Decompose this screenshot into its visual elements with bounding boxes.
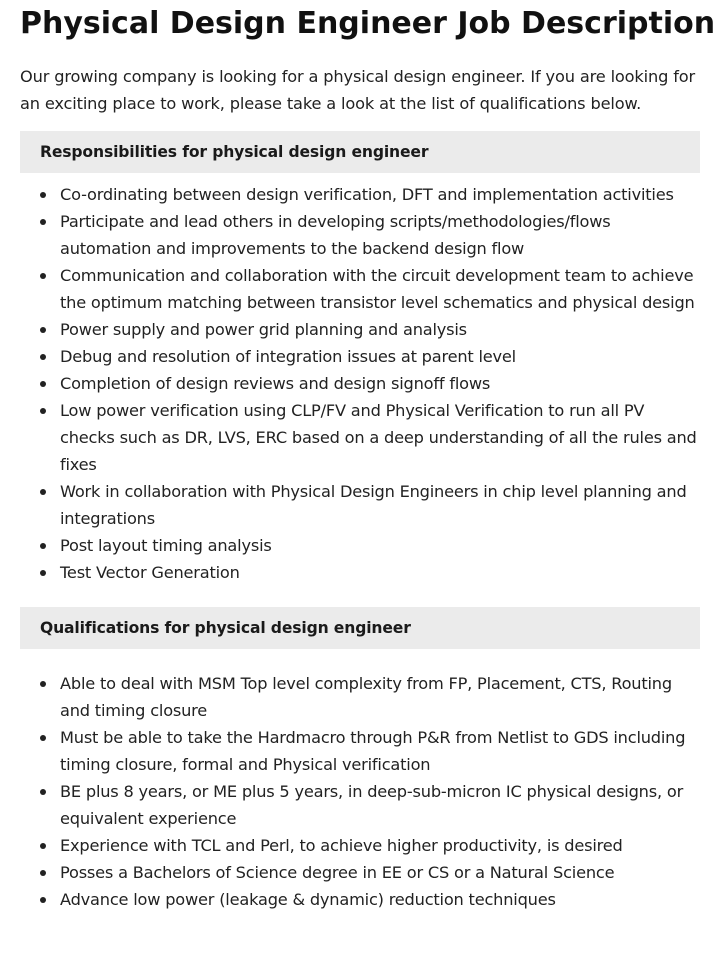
bullet-icon [40,789,46,795]
responsibility-text: Test Vector Generation [60,563,240,582]
qualification-item [20,670,700,724]
qualification-item [20,859,700,886]
qualification-item [20,886,700,913]
responsibility-item [20,370,700,397]
qualifications-list [20,670,700,913]
responsibility-item [20,559,700,586]
responsibility-text: Participate and lead others in developing scripts/methodologies/flows automation and improvements to the backend design flow [60,212,611,258]
responsibility-item [20,181,700,208]
qualification-text: Experience with TCL and Perl, to achieve higher productivity, is desired [60,836,623,855]
responsibility-item [20,478,700,532]
responsibilities-list [20,181,700,586]
intro-paragraph: Our growing company is looking for a physical design engineer. If you are looking for an exciting place to work, please take a look at the list of qualifications below. [20,67,696,113]
responsibility-item [20,532,700,559]
responsibility-text: Low power verification using CLP/FV and Physical Verification to run all PV checks such as DR, LVS, ERC based on a deep understanding of all the rules and fixes [60,401,697,474]
bullet-icon [40,219,46,225]
responsibility-item [20,343,700,370]
bullet-icon [40,570,46,576]
qualification-item [20,832,700,859]
responsibility-text: Post layout timing analysis [60,536,272,555]
responsibility-item [20,316,700,343]
bullet-icon [40,897,46,903]
responsibility-text: Work in collaboration with Physical Design Engineers in chip level planning and integrations [60,482,687,528]
page-title: Physical Design Engineer Job Description [20,6,716,41]
qualification-text: BE plus 8 years, or ME plus 5 years, in deep-sub-micron IC physical designs, or equivalent experience [60,782,684,828]
responsibility-item [20,262,700,316]
qualification-text: Must be able to take the Hardmacro through P&R from Netlist to GDS including timing closure, formal and Physical verification [60,728,686,774]
qualification-text: Able to deal with MSM Top level complexity from FP, Placement, CTS, Routing and timing closure [60,674,672,720]
qualification-text: Advance low power (leakage & dynamic) reduction techniques [60,890,556,909]
responsibility-text: Co-ordinating between design verification, DFT and implementation activities [60,185,674,204]
bullet-icon [40,327,46,333]
bullet-icon [40,870,46,876]
bullet-icon [40,192,46,198]
bullet-icon [40,681,46,687]
qualification-item [20,724,700,778]
responsibility-text: Completion of design reviews and design signoff flows [60,374,491,393]
qualifications-heading: Qualifications for physical design engineer [20,607,700,649]
responsibility-item [20,208,700,262]
responsibility-text: Debug and resolution of integration issues at parent level [60,347,516,366]
qualification-item [20,778,700,832]
responsibility-item [20,397,700,478]
bullet-icon [40,354,46,360]
bullet-icon [40,843,46,849]
bullet-icon [40,735,46,741]
bullet-icon [40,273,46,279]
responsibilities-heading: Responsibilities for physical design engineer [20,131,700,173]
qualification-text: Posses a Bachelors of Science degree in EE or CS or a Natural Science [60,863,615,882]
bullet-icon [40,489,46,495]
bullet-icon [40,543,46,549]
bullet-icon [40,381,46,387]
responsibility-text: Power supply and power grid planning and analysis [60,320,467,339]
responsibility-text: Communication and collaboration with the circuit development team to achieve the optimum matching between transistor level schematics and physical design [60,266,695,312]
bullet-icon [40,408,46,414]
